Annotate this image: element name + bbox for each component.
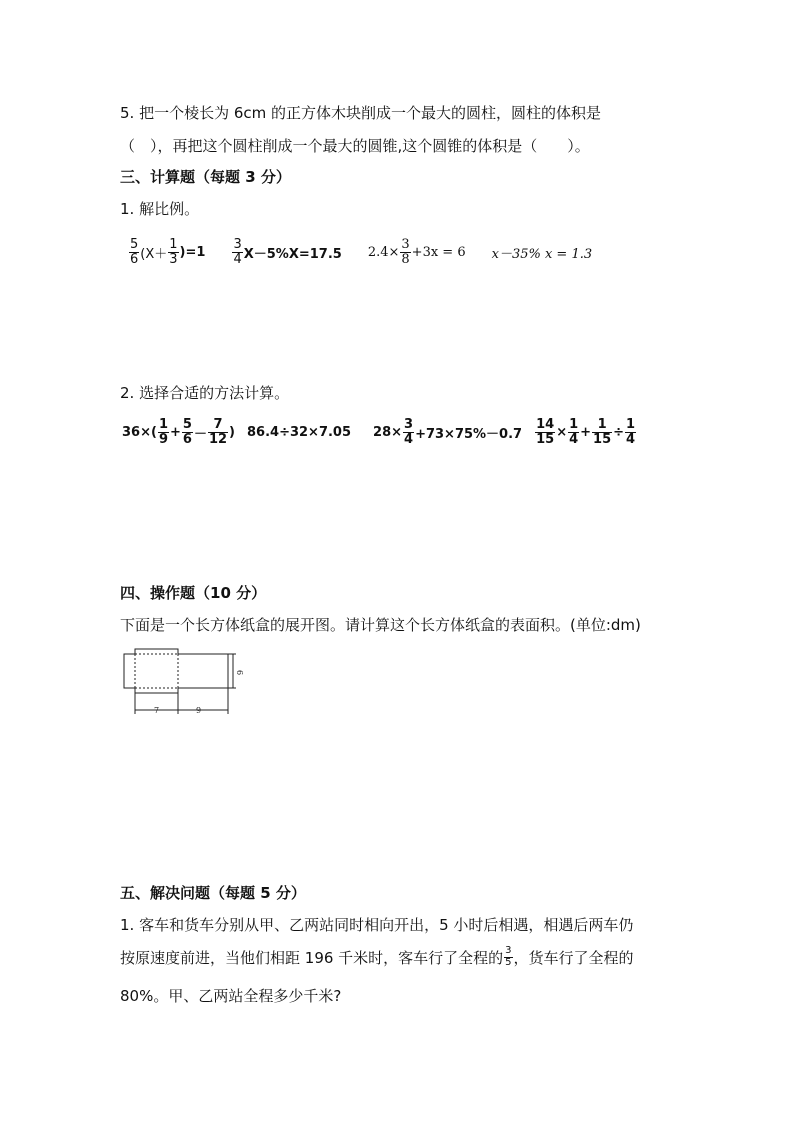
- equation-text: ): [229, 424, 235, 440]
- q5-line2: （ ），再把这个圆柱削成一个最大的圆锥,这个圆锥的体积是（ ）。: [120, 137, 590, 155]
- section5-q1-line2-part1: 按原速度前进，当他们相距 196 千米时，客车行了全程的: [120, 948, 504, 967]
- fraction-denominator: 6: [130, 251, 139, 267]
- equation-text: 36×(: [122, 424, 157, 440]
- section3-q1-label: 1. 解比例。: [120, 200, 200, 218]
- fraction-denominator: 3: [169, 251, 178, 267]
- dimension-label-b: 9: [196, 706, 202, 715]
- fraction-denominator: 12: [208, 431, 228, 447]
- operator: ×: [556, 424, 568, 440]
- fraction-denominator: 15: [593, 431, 612, 447]
- equation-text: x－35% x = 1.3: [491, 246, 593, 262]
- q1-equation-3: [368, 238, 466, 266]
- operator: ÷: [613, 424, 625, 440]
- fraction-numerator: 3: [233, 236, 242, 252]
- fraction-numerator: 5: [182, 416, 192, 432]
- fraction-denominator: 4: [626, 431, 636, 447]
- equation-text: X－5%X=17.5: [243, 246, 342, 262]
- q2-equation-1: [122, 418, 235, 446]
- fraction-numerator: 3: [505, 945, 512, 956]
- fraction-numerator: 1: [569, 416, 579, 432]
- fraction-numerator: 5: [130, 236, 139, 252]
- fraction-numerator: 7: [208, 418, 228, 433]
- section3-q2-label: 2. 选择合适的方法计算。: [120, 384, 290, 402]
- fraction-numerator: 1: [626, 416, 636, 432]
- fraction-numerator: 1: [169, 236, 178, 252]
- operator: －: [193, 426, 207, 442]
- equation-text: (X＋: [140, 246, 168, 262]
- operator: +: [580, 424, 592, 440]
- fraction-denominator: 15: [536, 431, 555, 447]
- fraction-numerator: 1: [158, 416, 168, 432]
- q1-equation-4: [492, 243, 593, 262]
- fraction-numerator: 3: [401, 236, 410, 252]
- q1-equation-2: [231, 238, 341, 266]
- fraction-denominator: 4: [569, 431, 579, 447]
- dimension-label-a: 7: [154, 706, 160, 715]
- equation-text: 28×: [373, 424, 403, 440]
- section5-q1-line3: 80%。甲、乙两站全程多少千米?: [120, 987, 342, 1005]
- operator: +: [169, 424, 181, 440]
- q1-equation-1: [128, 238, 205, 266]
- equation-text: )=1: [179, 244, 206, 260]
- dimension-label-c: 6: [235, 670, 244, 676]
- section5-q1-line1: 1. 客车和货车分别从甲、乙两站同时相向开出，5 小时后相遇，相遇后两车仍: [120, 916, 634, 934]
- section5-q1-line2-part2: ，货车行了全程的: [513, 948, 634, 967]
- fraction-denominator: 5: [505, 956, 512, 968]
- fraction-three-fifths: [504, 946, 512, 968]
- fraction-numerator: 14: [536, 416, 555, 432]
- q5-line1: 5. 把一个棱长为 6cm 的正方体木块削成一个最大的圆柱，圆柱的体积是: [120, 104, 602, 122]
- q1-equations-row: [128, 234, 618, 270]
- box-net-diagram: [120, 648, 245, 718]
- fraction-denominator: 4: [233, 251, 242, 267]
- section5-q1-line2: [120, 946, 634, 968]
- fraction-numerator: 1: [592, 418, 612, 433]
- q2-equation-2: [247, 425, 351, 440]
- equation-text: 86.4÷32×7.05: [247, 424, 352, 440]
- equation-text: +73×75%－0.7: [415, 426, 523, 442]
- equation-text: 2.4×: [367, 244, 400, 260]
- q2-equation-4: [534, 418, 637, 446]
- fraction-denominator: 9: [158, 431, 168, 447]
- section5-heading: 五、解决问题（每题 5 分）: [120, 884, 306, 902]
- q2-equations-row: [122, 412, 637, 452]
- section4-instructions: 下面是一个长方体纸盒的展开图。请计算这个长方体纸盒的表面积。(单位:dm): [120, 616, 641, 634]
- fraction-denominator: 4: [404, 431, 414, 447]
- equation-text: +3x = 6: [411, 244, 466, 260]
- q2-equation-3: [373, 418, 522, 446]
- fraction-denominator: 8: [401, 251, 410, 267]
- fraction-numerator: 3: [404, 416, 414, 432]
- section4-heading: 四、操作题（10 分）: [120, 584, 267, 602]
- fraction-denominator: 6: [182, 431, 192, 447]
- section3-heading: 三、计算题（每题 3 分）: [120, 168, 291, 186]
